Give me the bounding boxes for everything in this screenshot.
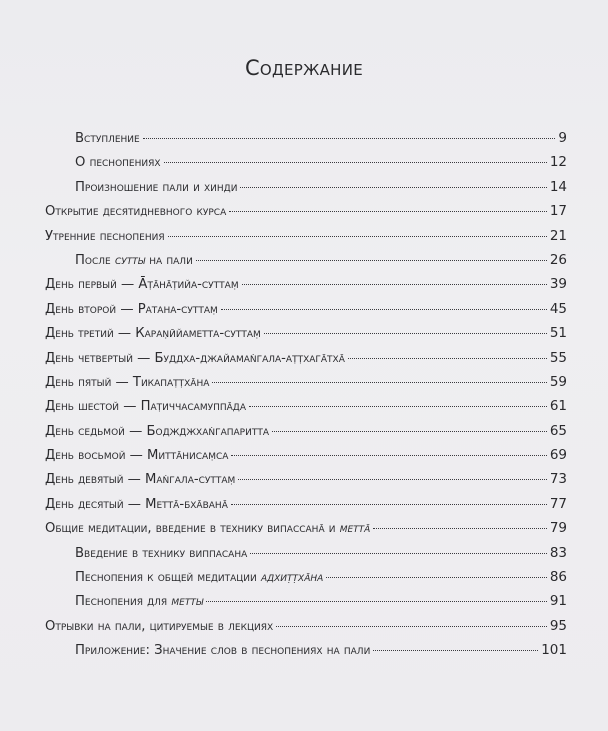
dot-leader [373, 528, 546, 529]
toc-entry-label: Открытие десятидневного курса [45, 204, 227, 220]
toc-entry-label: День пятый — Тикапаṭṭхāна [45, 374, 210, 390]
toc-entry-label: День десятый — Меттā-бхāванā [45, 496, 228, 512]
dot-leader [272, 431, 547, 432]
toc-page-number: 59 [549, 373, 567, 390]
toc-entry[interactable] [45, 154, 567, 178]
toc-page-number: 45 [549, 300, 567, 317]
toc-entry-label: Приложение: Значение слов в песнопениях на пали [75, 643, 371, 659]
toc-page-number: 91 [549, 593, 567, 610]
toc-page-number: 79 [549, 520, 567, 537]
toc-entry-label: День седьмой — Боджджхаṅгапаритта [45, 423, 269, 439]
toc-entry-label: Вступление [75, 131, 140, 146]
dot-leader [212, 382, 546, 383]
toc-page-number: 73 [549, 471, 567, 488]
toc-entry-label: Песнопения к общей медитации адхиṭṭхāна [75, 570, 324, 586]
toc-entry-label: Песнопения для метты [75, 594, 204, 610]
toc-entry-label: Произношение пали и хинди [75, 179, 238, 195]
dot-leader [196, 260, 547, 261]
dot-leader [168, 236, 547, 237]
toc-page-number: 55 [549, 349, 567, 366]
toc-entry[interactable] [45, 471, 567, 495]
toc-entry[interactable] [45, 203, 567, 227]
toc-page-number: 9 [558, 130, 567, 146]
toc-entry-label: День четвертый — Буддха-джайамаṅгала-аṭṭхагāтхā [45, 350, 345, 366]
toc-entry[interactable] [45, 301, 567, 325]
toc-entry-label: День шестой — Паṭиччасамуппāда [45, 399, 246, 415]
toc-entry-label: О песнопениях [75, 155, 161, 171]
toc-page-number: 77 [549, 495, 567, 512]
toc-entry-label: Введение в технику виппасана [75, 545, 248, 561]
table-of-contents [45, 130, 567, 667]
toc-page-number: 21 [549, 227, 567, 244]
toc-entry-label: Отрывки на пали, цитируемые в лекциях [45, 618, 274, 634]
toc-entry[interactable] [45, 276, 567, 300]
toc-entry[interactable] [45, 496, 567, 520]
dot-leader [373, 650, 538, 651]
toc-entry-label: День первый — Āṭāнāṭийа-суттаṃ [45, 277, 239, 293]
dot-leader [250, 553, 547, 554]
toc-entry[interactable] [45, 179, 567, 203]
dot-leader [221, 309, 547, 310]
toc-page-number: 51 [549, 325, 567, 342]
dot-leader [276, 626, 547, 627]
toc-entry-label: Общие медитации, введение в технику випассанā и меттā [45, 521, 371, 537]
toc-page-number: 61 [549, 398, 567, 415]
toc-entry[interactable] [45, 642, 567, 666]
toc-page-number: 86 [549, 569, 567, 586]
toc-page-number: 12 [549, 154, 567, 171]
toc-page-number: 83 [549, 544, 567, 561]
toc-entry[interactable] [45, 228, 567, 252]
dot-leader [231, 504, 547, 505]
toc-page-number: 69 [549, 447, 567, 464]
dot-leader [240, 187, 546, 188]
dot-leader [326, 577, 547, 578]
page-title: Содержание [244, 56, 364, 80]
toc-entry-label: День второй — Ратана-суттаṃ [45, 301, 218, 317]
dot-leader [238, 479, 547, 480]
dot-leader [348, 358, 547, 359]
dot-leader [231, 455, 546, 456]
dot-leader [242, 284, 547, 285]
toc-entry[interactable] [45, 569, 567, 593]
toc-page-number: 39 [549, 276, 567, 293]
toc-entry[interactable] [45, 350, 567, 374]
toc-page-number: 17 [549, 203, 567, 220]
toc-entry[interactable] [45, 398, 567, 422]
toc-page-number: 26 [549, 251, 567, 268]
toc-entry[interactable] [45, 374, 567, 398]
toc-entry[interactable] [45, 618, 567, 642]
dot-leader [164, 162, 547, 163]
toc-entry-label: День третий — Караṇӣйаметта-суттаṃ [45, 326, 261, 342]
toc-page-number: 14 [549, 178, 567, 195]
toc-entry-label: Утренние песнопения [45, 228, 165, 244]
toc-page-number: 65 [549, 422, 567, 439]
toc-entry-label: День девятый — Маṅгала-суттаṃ [45, 472, 236, 488]
toc-page-number: 95 [549, 617, 567, 634]
dot-leader [249, 406, 547, 407]
toc-entry-label: День восьмой — Миттāнисаṃса [45, 448, 229, 464]
toc-entry[interactable] [45, 130, 567, 154]
toc-entry[interactable] [45, 593, 567, 617]
dot-leader [206, 601, 547, 602]
toc-entry[interactable] [45, 252, 567, 276]
dot-leader [143, 138, 556, 139]
toc-page-number: 101 [541, 642, 567, 659]
toc-entry[interactable] [45, 423, 567, 447]
toc-entry-label: После сутты на пали [75, 252, 193, 268]
toc-entry[interactable] [45, 325, 567, 349]
toc-entry[interactable] [45, 520, 567, 544]
toc-entry[interactable] [45, 447, 567, 471]
dot-leader [229, 211, 547, 212]
dot-leader [264, 333, 547, 334]
toc-entry[interactable] [45, 545, 567, 569]
